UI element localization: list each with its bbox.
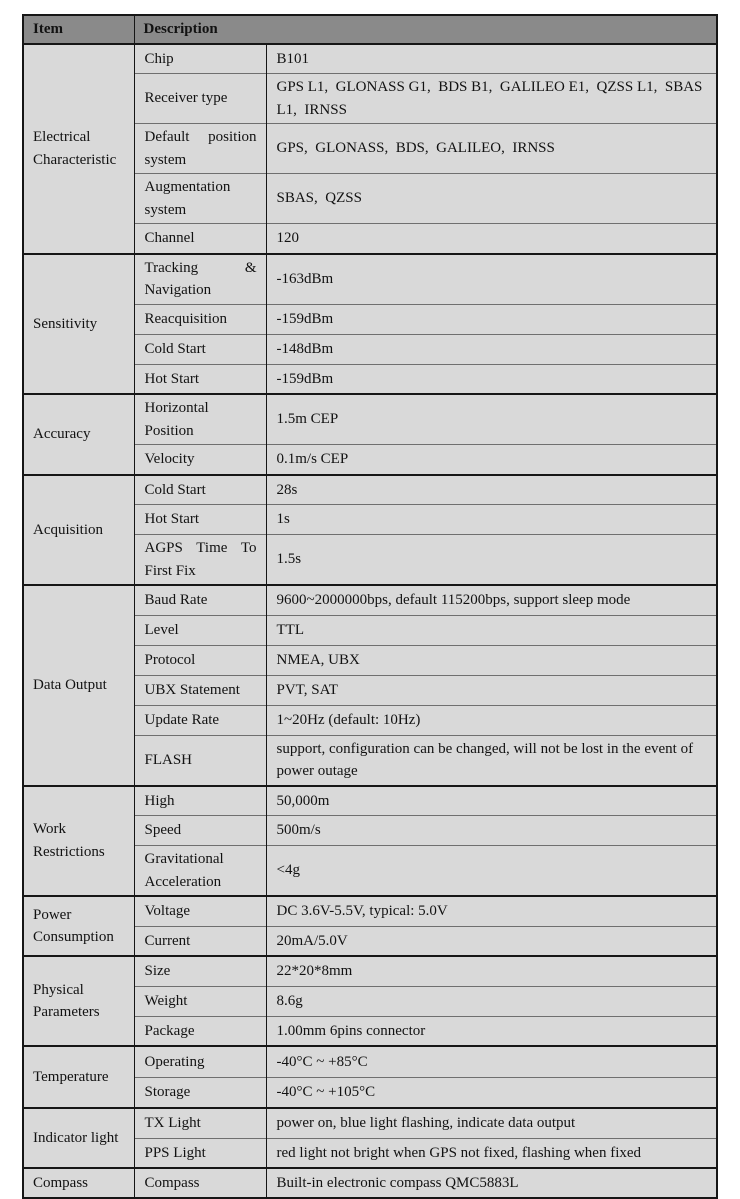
description-cell: 1s (266, 505, 717, 535)
sub-item-cell: FLASH (134, 735, 266, 786)
description-cell: 1.00mm 6pins connector (266, 1016, 717, 1046)
description-cell: 22*20*8mm (266, 956, 717, 986)
sub-item-cell: UBX Statement (134, 675, 266, 705)
table-row (23, 1046, 717, 1077)
description-cell: GPS L1, GLONASS G1, BDS B1, GALILEO E1, QZSS L1, SBAS L1, IRNSS (266, 74, 717, 124)
sub-item-cell: TX Light (134, 1108, 266, 1138)
sub-item-cell: High (134, 786, 266, 816)
item-group-cell: Compass (23, 1168, 134, 1198)
sub-item-cell: Augmentation system (134, 174, 266, 224)
sub-item-cell: Voltage (134, 896, 266, 926)
sub-item-cell: Protocol (134, 645, 266, 675)
description-cell: TTL (266, 615, 717, 645)
description-cell: 20mA/5.0V (266, 926, 717, 956)
item-group-cell: Temperature (23, 1046, 134, 1108)
description-cell: -148dBm (266, 334, 717, 364)
sub-item-cell: Hot Start (134, 505, 266, 535)
description-cell: 120 (266, 224, 717, 254)
table-row (23, 585, 717, 615)
sub-item-cell: Gravitational Acceleration (134, 846, 266, 897)
sub-item-cell: Level (134, 615, 266, 645)
description-cell: SBAS, QZSS (266, 174, 717, 224)
table-row (23, 956, 717, 986)
header-row (23, 15, 717, 44)
description-cell: PVT, SAT (266, 675, 717, 705)
description-cell: B101 (266, 44, 717, 74)
sub-item-cell: Receiver type (134, 74, 266, 124)
description-cell: 50,000m (266, 786, 717, 816)
item-group-cell: Sensitivity (23, 254, 134, 395)
description-cell: -40°C ~ +105°C (266, 1077, 717, 1108)
sub-item-cell: Horizontal Position (134, 394, 266, 445)
sub-item-cell: Channel (134, 224, 266, 254)
sub-item-cell: Update Rate (134, 705, 266, 735)
table-row (23, 1108, 717, 1138)
sub-item-cell: Compass (134, 1168, 266, 1198)
description-cell: -159dBm (266, 304, 717, 334)
description-cell: NMEA, UBX (266, 645, 717, 675)
description-cell: red light not bright when GPS not fixed, flashing when fixed (266, 1138, 717, 1168)
table-body (23, 44, 717, 1199)
sub-item-cell: Baud Rate (134, 585, 266, 615)
item-group-cell: Physical Parameters (23, 956, 134, 1046)
description-cell: 28s (266, 475, 717, 505)
description-cell: -159dBm (266, 364, 717, 394)
description-cell: support, configuration can be changed, will not be lost in the event of power outage (266, 735, 717, 786)
description-cell: <4g (266, 846, 717, 897)
table-row (23, 475, 717, 505)
spec-table (22, 14, 718, 1199)
table-row (23, 786, 717, 816)
item-group-cell: Electrical Characteristic (23, 44, 134, 254)
sub-item-cell: Storage (134, 1077, 266, 1108)
description-cell: GPS, GLONASS, BDS, GALILEO, IRNSS (266, 124, 717, 174)
description-cell: 8.6g (266, 986, 717, 1016)
description-cell: 0.1m/s CEP (266, 445, 717, 475)
sub-item-cell: Current (134, 926, 266, 956)
sub-item-cell: Default position system (134, 124, 266, 174)
description-cell: 1.5m CEP (266, 394, 717, 445)
table-row (23, 1168, 717, 1198)
description-cell: 9600~2000000bps, default 115200bps, support sleep mode (266, 585, 717, 615)
sub-item-cell: Size (134, 956, 266, 986)
table-row (23, 44, 717, 74)
item-group-cell: Acquisition (23, 475, 134, 586)
item-group-cell: Indicator light (23, 1108, 134, 1168)
description-cell: 1~20Hz (default: 10Hz) (266, 705, 717, 735)
sub-item-cell: Velocity (134, 445, 266, 475)
table-row (23, 254, 717, 305)
description-cell: -40°C ~ +85°C (266, 1046, 717, 1077)
table-row (23, 896, 717, 926)
sub-item-cell: Hot Start (134, 364, 266, 394)
sub-item-cell: Reacquisition (134, 304, 266, 334)
header-cell-item: Item (23, 15, 134, 44)
table-header (23, 15, 717, 44)
item-group-cell: Data Output (23, 585, 134, 786)
header-cell-description: Description (134, 15, 717, 44)
description-cell: power on, blue light flashing, indicate data output (266, 1108, 717, 1138)
sub-item-cell: Cold Start (134, 475, 266, 505)
sub-item-cell: Package (134, 1016, 266, 1046)
item-group-cell: Work Restrictions (23, 786, 134, 897)
item-group-cell: Accuracy (23, 394, 134, 475)
sub-item-cell: Operating (134, 1046, 266, 1077)
sub-item-cell: PPS Light (134, 1138, 266, 1168)
table-row (23, 394, 717, 445)
sub-item-cell: Chip (134, 44, 266, 74)
item-group-cell: Power Consumption (23, 896, 134, 956)
description-cell: -163dBm (266, 254, 717, 305)
sub-item-cell: Cold Start (134, 334, 266, 364)
description-cell: 1.5s (266, 535, 717, 586)
description-cell: DC 3.6V-5.5V, typical: 5.0V (266, 896, 717, 926)
sub-item-cell: AGPS Time To First Fix (134, 535, 266, 586)
description-cell: 500m/s (266, 816, 717, 846)
sub-item-cell: Weight (134, 986, 266, 1016)
description-cell: Built-in electronic compass QMC5883L (266, 1168, 717, 1198)
sub-item-cell: Speed (134, 816, 266, 846)
sub-item-cell: Tracking & Navigation (134, 254, 266, 305)
